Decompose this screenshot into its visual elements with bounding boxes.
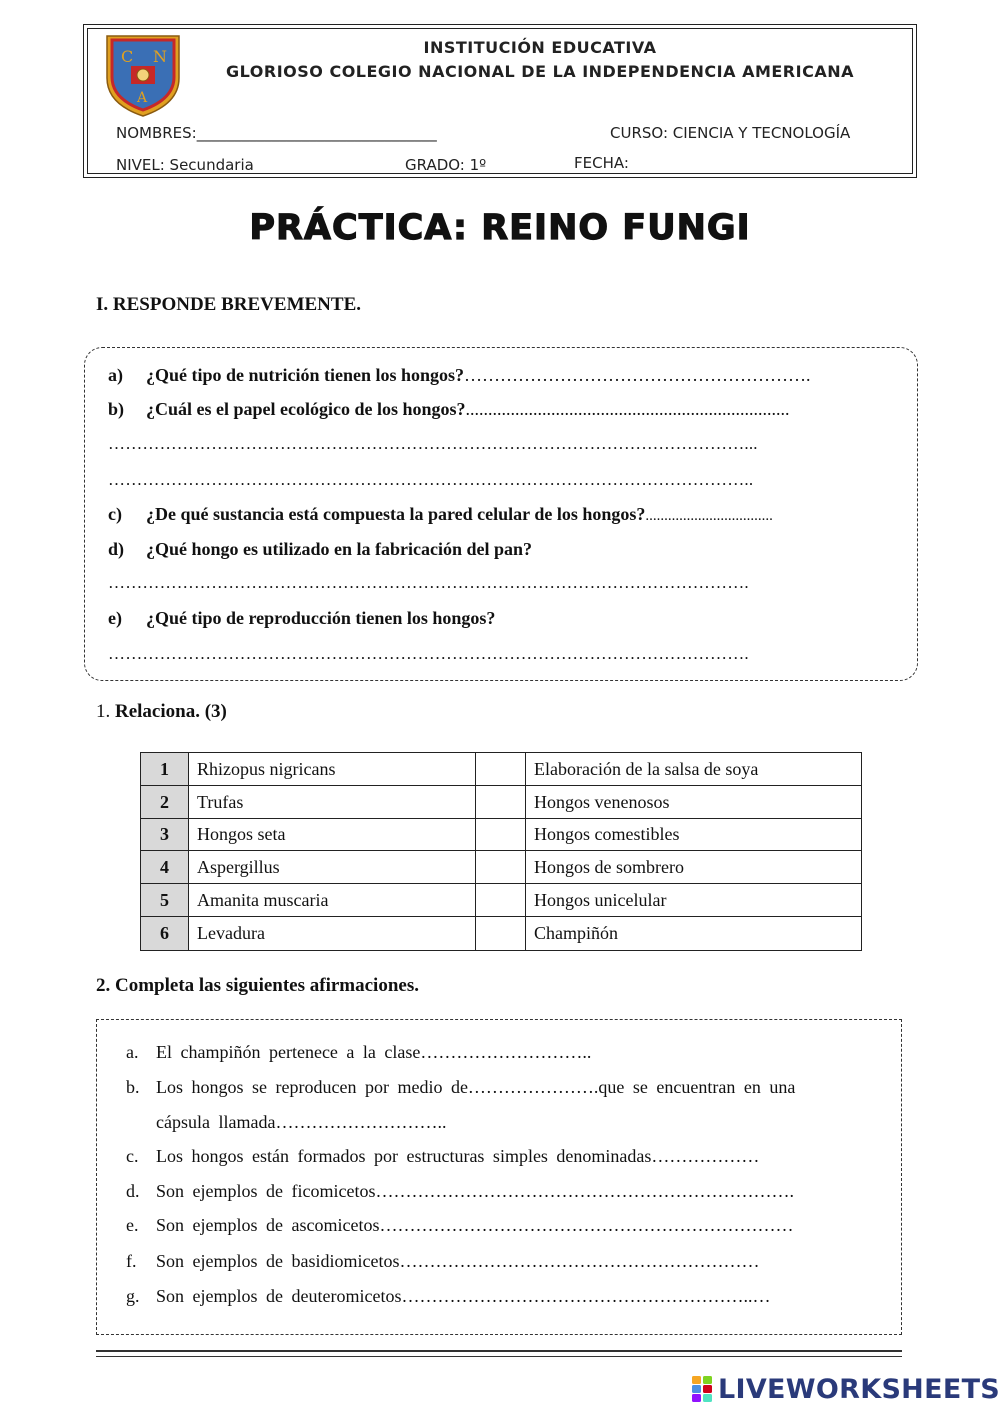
table-row xyxy=(141,753,862,786)
row-number: 6 xyxy=(141,917,189,951)
item-label: f. xyxy=(126,1251,137,1271)
question-label: c) xyxy=(108,504,122,524)
item-label: b. xyxy=(126,1077,140,1097)
relaciona-number: 1. xyxy=(96,701,111,722)
curso-label: CURSO: CIENCIA Y TECNOLOGÍA xyxy=(610,124,851,142)
item-label: g. xyxy=(126,1286,140,1306)
left-term: Amanita muscaria xyxy=(189,884,476,917)
page-title: PRÁCTICA: REINO FUNGI xyxy=(249,208,751,248)
footer-rule-thin xyxy=(96,1356,902,1357)
item-text: Son ejemplos de basidiomicetos…………………………………………………… xyxy=(156,1251,760,1271)
row-number: 3 xyxy=(141,819,189,851)
question-text: ¿Cuál es el papel ecológico de los hongos? xyxy=(146,399,466,419)
relaciona-title: Relaciona. (3) xyxy=(115,701,227,722)
left-term: Hongos seta xyxy=(189,819,476,851)
left-term: Rhizopus nigricans xyxy=(189,753,476,786)
right-term: Hongos de sombrero xyxy=(526,851,862,884)
question-label: b) xyxy=(108,399,125,419)
liveworksheets-icon xyxy=(692,1376,712,1402)
completion-item-g[interactable] xyxy=(126,1286,770,1307)
answer-cell[interactable] xyxy=(476,851,526,884)
item-text: Los hongos se reproducen por medio de………………….que se encuentran en una xyxy=(156,1077,796,1097)
right-term: Hongos venenosos xyxy=(526,786,862,819)
question-text: ¿Qué tipo de reproducción tienen los hongos? xyxy=(146,608,496,628)
question-b xyxy=(108,399,790,420)
question-e xyxy=(108,608,495,629)
question-a xyxy=(108,365,811,386)
row-number: 5 xyxy=(141,884,189,917)
nombres-field[interactable]: NOMBRES:________________________________ xyxy=(116,124,437,142)
nivel-label: NIVEL: Secundaria xyxy=(116,156,254,174)
answer-line-b1[interactable]: …………………………………………………………………………………………………... xyxy=(108,434,758,453)
answer-line-d[interactable]: …………………………………………………………………………………………………. xyxy=(108,573,749,592)
completion-item-b[interactable] xyxy=(126,1077,795,1098)
fecha-field[interactable]: FECHA: xyxy=(574,154,629,172)
table-row xyxy=(141,884,862,917)
item-label: d. xyxy=(126,1181,140,1201)
table-row xyxy=(141,819,862,851)
question-label: a) xyxy=(108,365,123,385)
answer-dots[interactable]: ........................................................................ xyxy=(465,399,790,419)
row-number: 4 xyxy=(141,851,189,884)
row-number: 1 xyxy=(141,753,189,786)
completion-item-a[interactable] xyxy=(126,1042,591,1063)
liveworksheets-logo xyxy=(692,1374,1000,1404)
item-text: Los hongos están formados por estructuras simples denominadas……………… xyxy=(156,1146,760,1166)
item-text: Son ejemplos de ascomicetos…………………………………………………………… xyxy=(156,1215,794,1235)
answer-cell[interactable] xyxy=(476,884,526,917)
item-label: a. xyxy=(126,1042,139,1062)
question-label: e) xyxy=(108,608,122,628)
crest-letter-a: A xyxy=(137,90,148,106)
right-term: Hongos unicelular xyxy=(526,884,862,917)
answer-line-b2[interactable]: ………………………………………………………………………………………………….. xyxy=(108,470,754,489)
answer-dots[interactable]: …………………………………………………. xyxy=(464,365,811,385)
institution-label: INSTITUCIÓN EDUCATIVA xyxy=(423,38,657,57)
left-term: Trufas xyxy=(189,786,476,819)
grado-label: GRADO: 1º xyxy=(405,156,487,174)
question-text: ¿Qué tipo de nutrición tienen los hongos? xyxy=(146,365,465,385)
question-c xyxy=(108,504,773,525)
completion-item-e[interactable] xyxy=(126,1215,793,1236)
left-term: Aspergillus xyxy=(189,851,476,884)
item-text: Son ejemplos de deuteromicetos…………………………………………………..… xyxy=(156,1286,771,1306)
answer-dots[interactable]: .................................. xyxy=(645,508,773,524)
completion-item-b-cont[interactable] xyxy=(126,1112,446,1133)
completion-item-d[interactable] xyxy=(126,1181,794,1202)
answer-line-e[interactable]: …………………………………………………………………………………………………. xyxy=(108,644,749,663)
answer-cell[interactable] xyxy=(476,786,526,819)
answer-cell[interactable] xyxy=(476,819,526,851)
liveworksheets-brand: LIVEWORKSHEETS xyxy=(718,1373,1000,1405)
completion-item-c[interactable] xyxy=(126,1146,759,1167)
item-label: c. xyxy=(126,1146,139,1166)
section-2-heading: 2. Completa las siguientes afirmaciones. xyxy=(96,975,419,996)
table-row xyxy=(141,786,862,819)
question-d xyxy=(108,539,532,560)
crest-letter-c: C xyxy=(121,47,134,66)
question-label: d) xyxy=(108,539,125,559)
table-row xyxy=(141,851,862,884)
row-number: 2 xyxy=(141,786,189,819)
left-term: Levadura xyxy=(189,917,476,951)
right-term: Hongos comestibles xyxy=(526,819,862,851)
matching-table xyxy=(140,752,862,951)
question-text: ¿De qué sustancia está compuesta la pared celular de los hongos? xyxy=(146,504,646,524)
school-name: GLORIOSO COLEGIO NACIONAL DE LA INDEPENDENCIA AMERICANA xyxy=(226,62,854,81)
table-row xyxy=(141,917,862,951)
item-text: El champiñón pertenece a la clase……………………….. xyxy=(156,1042,592,1062)
right-term: Champiñón xyxy=(526,917,862,951)
answer-cell[interactable] xyxy=(476,753,526,786)
completion-item-f[interactable] xyxy=(126,1251,759,1272)
item-text: cápsula llamada……………………….. xyxy=(156,1112,447,1132)
footer-rule xyxy=(96,1350,902,1352)
crest-letter-n: N xyxy=(153,47,167,66)
relaciona-heading xyxy=(96,701,227,723)
right-term: Elaboración de la salsa de soya xyxy=(526,753,862,786)
item-label: e. xyxy=(126,1215,139,1235)
question-text: ¿Qué hongo es utilizado en la fabricación del pan? xyxy=(146,539,533,559)
item-text: Son ejemplos de ficomicetos……………………………………………………………. xyxy=(156,1181,794,1201)
section-1-heading: I. RESPONDE BREVEMENTE. xyxy=(96,294,361,315)
answer-cell[interactable] xyxy=(476,917,526,951)
